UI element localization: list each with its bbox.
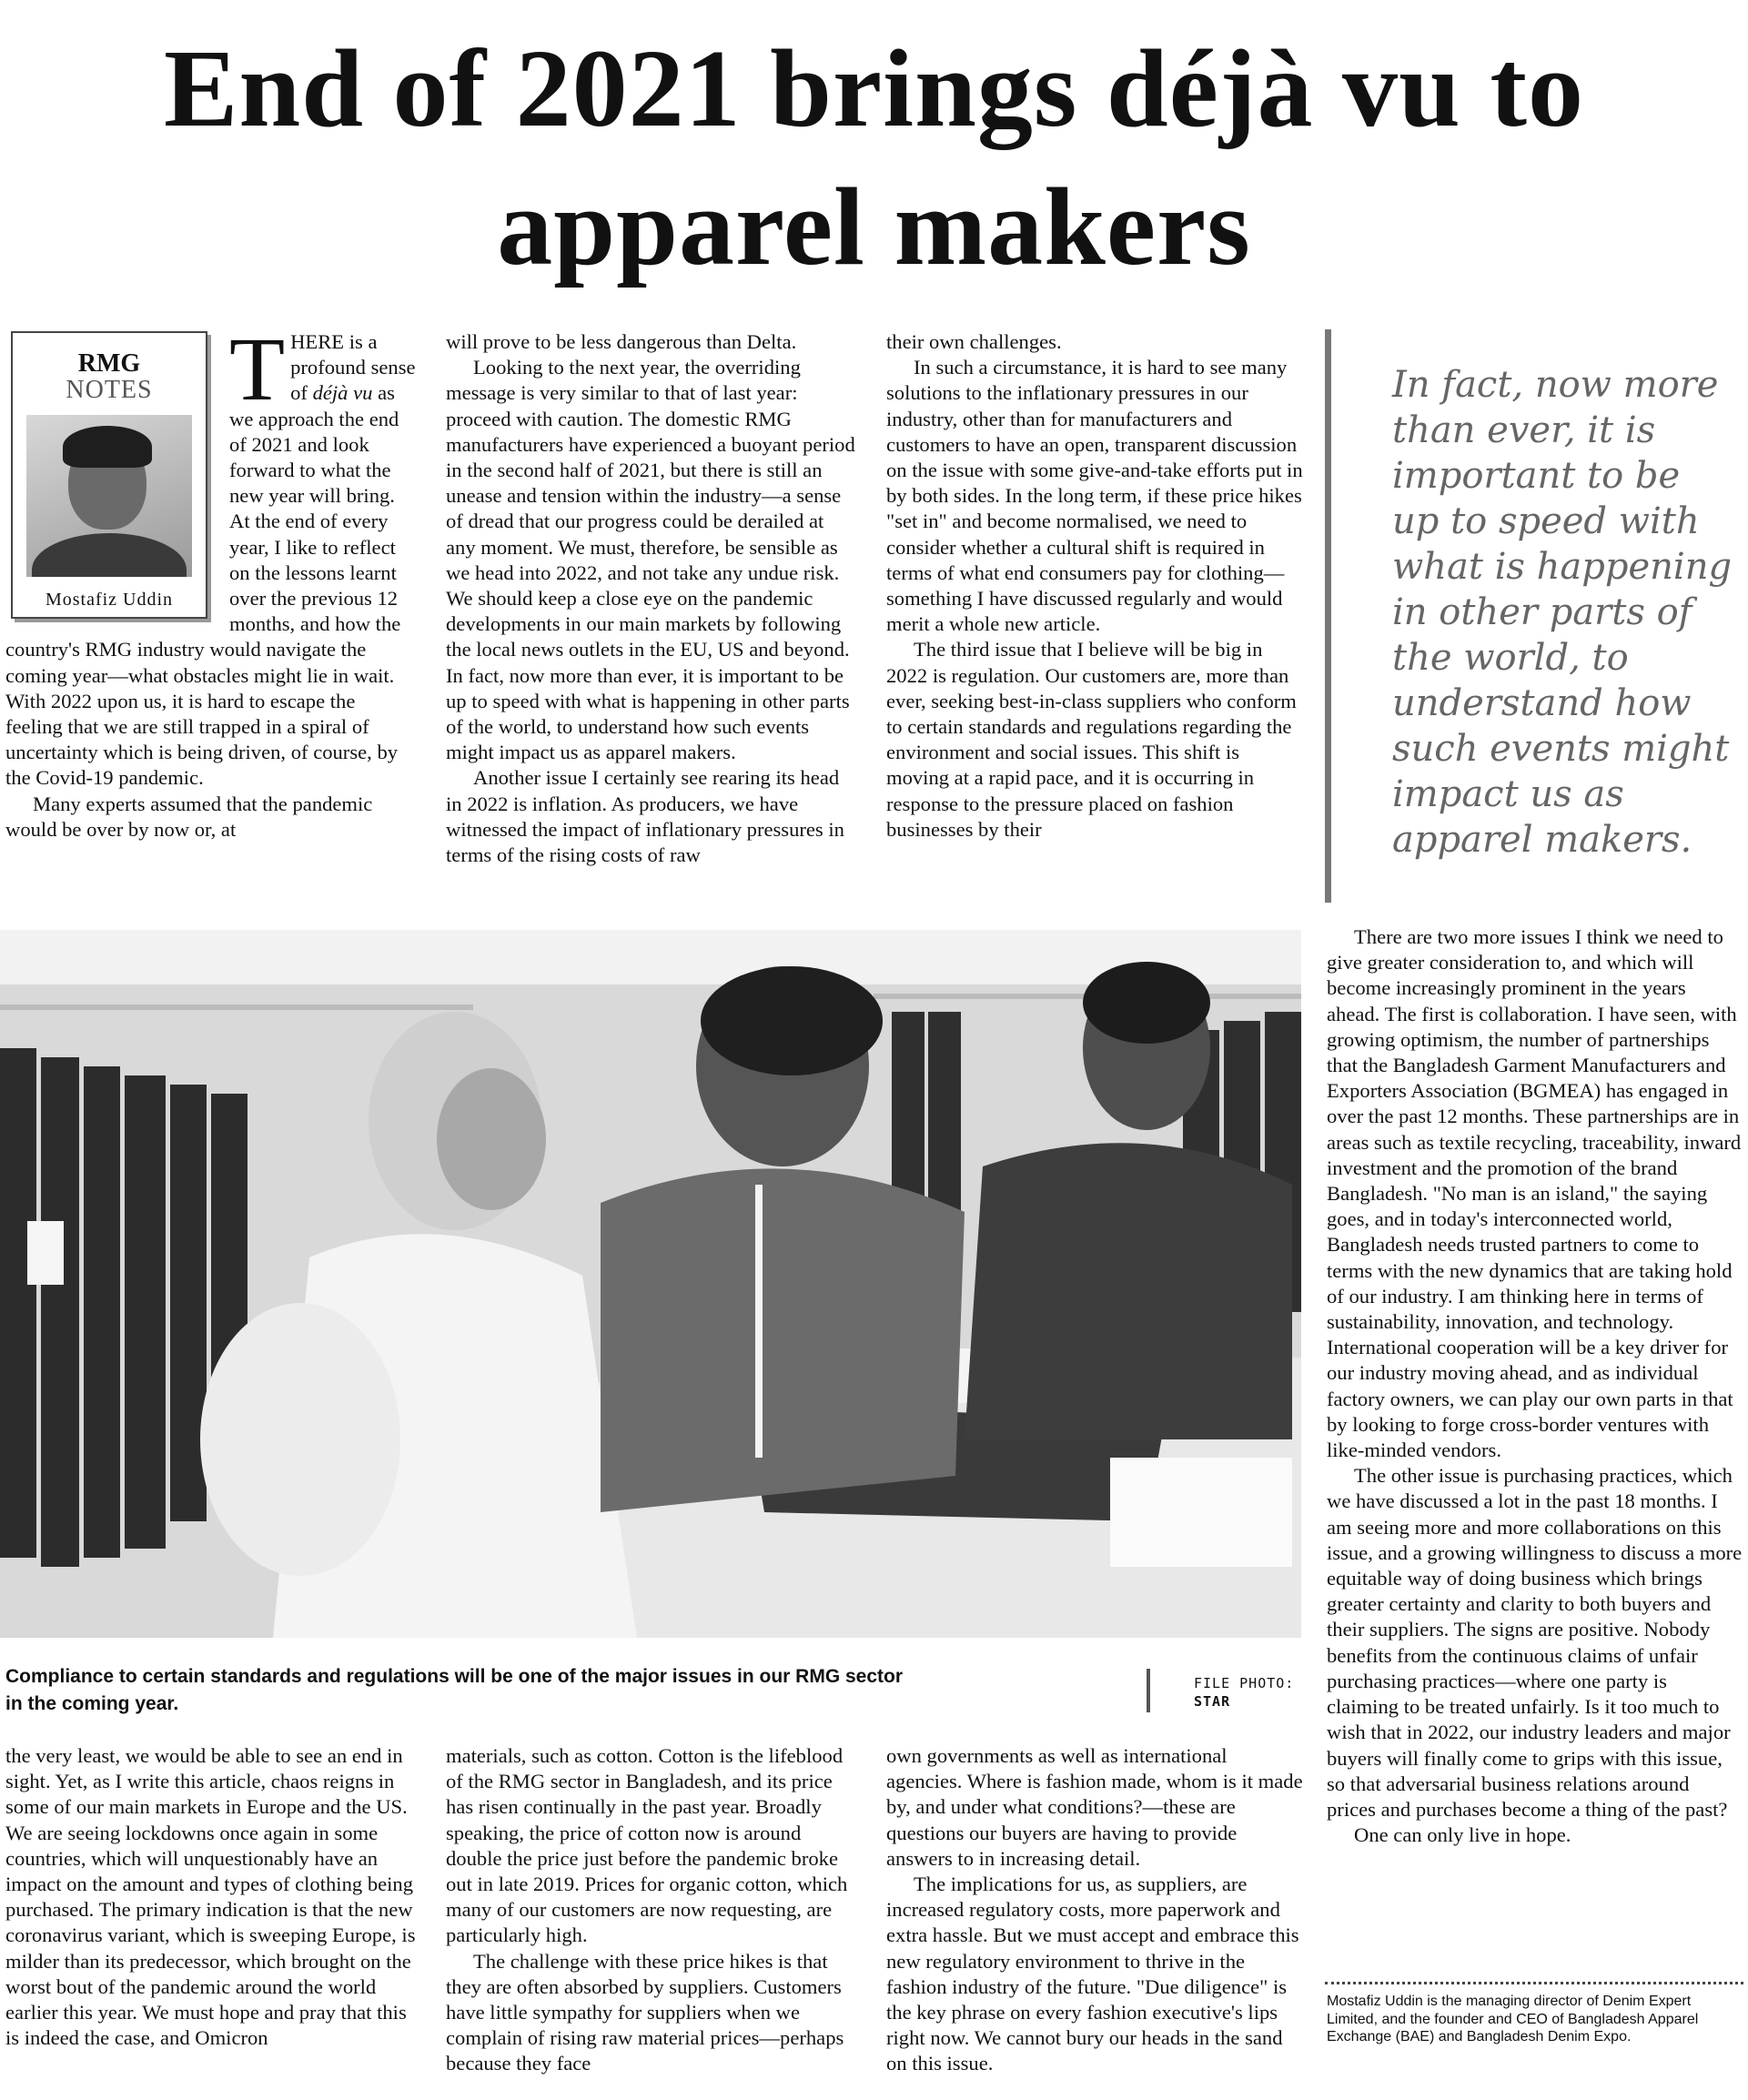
paragraph: the very least, we would be able to see an end in sight. Yet, as I write this article, chaos reigns in some of our main markets in Europe and the US. We are seeing lockdowns once again in some countries, which will unquestionably have an impact on the amount and types of clothing being purchased. The primary indication is that the new coronavirus variant, which is sweeping Europe, is milder than its predecessor, which brought on the worst bout of the pandemic around the world earlier this year. We must hope and pray that this is indeed the case, and Omicron bbox=[5, 1744, 416, 2050]
paragraph: The implications for us, as suppliers, are increased regulatory costs, more paperwork and extra hassle. But we must accept and embrace this new regulatory environment to thrive in the fashion industry of the future. "Due diligence" is the key phrase on every fashion executive's lips right now. We cannot bury our heads in the sand on this issue. bbox=[886, 1873, 1299, 2075]
column-series-label: RMG bbox=[77, 349, 141, 378]
column-4 bbox=[1327, 924, 1743, 1848]
paragraph: own governments as well as international agencies. Where is fashion made, whom is it made by, and under what conditions?—these are questions our buyers are having to provide answers to in increasing detail. bbox=[886, 1744, 1303, 1870]
credit-line: FILE PHOTO: bbox=[1194, 1675, 1295, 1691]
paragraph: Another issue I certainly see rearing its head in 2022 is inflation. As producers, we have witnessed the impact of inflationary pressures in terms of the rising costs of raw bbox=[446, 766, 844, 867]
paragraph: will prove to be less dangerous than Delta. bbox=[446, 330, 797, 353]
photo-credit bbox=[1194, 1674, 1303, 1711]
paragraph: In such a circumstance, it is hard to see many solutions to the inflationary pressures in our industry, other than for manufacturers and customers to have an open, transparent discussion on the issue with some give-and-take efforts put in by both sides. In the long term, if these price hikes "set in" and become normalised, we need to consider whether a cultural shift is required in terms of what end consumers pay for clothing—something I have discussed regularly and would merit a whole new article. bbox=[886, 356, 1303, 636]
bio-divider bbox=[1325, 1982, 1743, 1984]
news-photo bbox=[0, 930, 1301, 1638]
paragraph: The other issue is purchasing practices, which we have discussed a lot in the past 18 months. I am seeing more and more collaborations on this issue, and a growing willingness to discuss a more equitable way of doing business which brings greater certainty and clarity to both buyers and their suppliers. The signs are positive. Nobody benefits from the continuous claims of unfair purchasing practices—where one party is claiming to be treated unfairly. Is it too much to wish that in 2022, our industry leaders and major buyers will finally come to grips with this issue, so that adversarial business relations around prices and purchases become a thing of the past? bbox=[1327, 1464, 1743, 1821]
drop-cap: T bbox=[229, 318, 286, 419]
paragraph: their own challenges. bbox=[886, 330, 1062, 353]
paragraph-text: as we approach the end of 2021 and look forward to what the new year will bring. At the end of every year, I like to reflect on the lessons learnt over the previous 12 months, and how the country's RMG industry would navigate the coming year—what obstacles might lie in wait. With 2022 upon us, it is hard to escape the feeling that we are still trapped in a spiral of uncertainty which is being driven, of course, by the Covid-19 pandemic. bbox=[5, 381, 401, 790]
column-1-top bbox=[5, 318, 417, 843]
photo-illustration bbox=[0, 930, 1301, 1638]
column-2-top bbox=[446, 329, 855, 868]
author-name: Mostafiz Uddin bbox=[45, 590, 174, 610]
paragraph: One can only live in hope. bbox=[1354, 1823, 1571, 1847]
pull-quote: In fact, now more than ever, it is important to be up to speed with what is happening in other parts of the world, to understand how such events might impact us as apparel makers. bbox=[1392, 364, 1733, 861]
paragraph: The challenge with these price hikes is that they are often absorbed by suppliers. Customers have little sympathy for suppliers when we complain of rising raw material prices—perhaps because they face bbox=[446, 1949, 844, 2075]
column-3-top bbox=[886, 329, 1305, 843]
italic-phrase: déjà vu bbox=[312, 381, 373, 405]
paragraph: Looking to the next year, the overriding message is very similar to that of last year: proceed with caution. The domestic RMG manufacturers have experienced a buoyant period in the second half of 2021, but there is still an unease and tension within the industry—a sense of dread that our progress could be derailed at any moment. We must, therefore, be sensible as we head into 2022, and not take any undue risk. We should keep a close eye on the pandemic developments in our main markets by following the local news outlets in the EU, US and beyond. In fact, now more than ever, it is important to be up to speed with what is happening in other parts of the world, to understand how such events might impact us as apparel makers. bbox=[446, 356, 855, 764]
paragraph: There are two more issues I think we need to give greater consideration to, and which will become increasingly prominent in the years ahead. The first is collaboration. I have seen, with growing optimism, the number of partnerships that the Bangladesh Garment Manufacturers and Exporters Association (BGMEA) has engaged in over the past 12 months. These partnerships are in areas such as textile recycling, traceability, inward investment and the promotion of the brand Bangladesh. "No man is an island," the saying goes, and in today's interconnected world, Bangladesh needs trusted partners to come to terms with the new dynamics that are taking hold of our industry. I am thinking here in terms of sustainability, innovation, and technology. International cooperation will be a key driver for our industry moving ahead, and as individual factory owners, we can play our own parts in that by looking to forge cross-border ventures with like-minded vendors. bbox=[1327, 925, 1742, 1462]
headline: End of 2021 brings déjà vu to apparel makers bbox=[163, 27, 1585, 288]
paragraph: materials, such as cotton. Cotton is the lifeblood of the RMG sector in Bangladesh, and its price has risen continually in the past year. Broadly speaking, the price of cotton now is around double the price just before the pandemic broke out in late 2019. Prices for organic cotton, which many of our customers are now requesting, are particularly high. bbox=[446, 1744, 848, 1947]
paragraph: The third issue that I believe will be big in 2022 is regulation. Our customers are, more than ever, seeking best-in-class suppliers who conform to certain standards and regulations regarding the environment and social issues. This shift is moving at a rapid pace, and it is occurring in response to the pressure placed on fashion businesses by their bbox=[886, 638, 1297, 841]
column-series-sublabel: NOTES bbox=[66, 376, 153, 404]
pull-quote-bar bbox=[1325, 329, 1331, 903]
photo-caption: Compliance to certain standards and regulations will be one of the major issues in our RMG sector in the coming year. bbox=[5, 1666, 904, 1714]
column-1-bottom bbox=[5, 1743, 417, 2051]
paragraph: Many experts assumed that the pandemic would be over by now or, at bbox=[5, 792, 373, 841]
paragraph-text: HERE is a profound sense of bbox=[290, 330, 416, 405]
column-2-bottom bbox=[446, 1743, 855, 2077]
author-bio: Mostafiz Uddin is the managing director of Denim Expert Limited, and the founder and CEO of Bangladesh Apparel Exchange (BAE) and Bangladesh Denim Expo. bbox=[1327, 1994, 1699, 2044]
author-box-spacer bbox=[5, 329, 229, 619]
credit-source: STAR bbox=[1194, 1693, 1231, 1710]
credit-divider bbox=[1147, 1669, 1150, 1712]
column-3-bottom bbox=[886, 1743, 1305, 2077]
